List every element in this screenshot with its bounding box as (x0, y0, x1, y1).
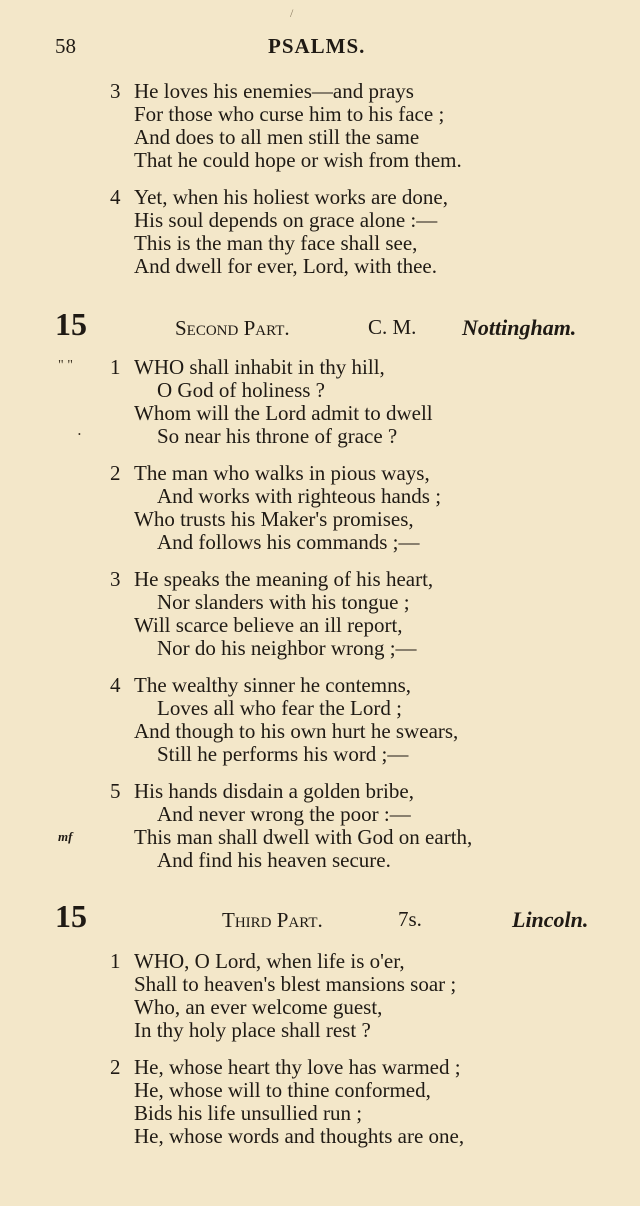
verse-line: Will scarce believe an ill report, (134, 613, 403, 637)
verse-line: Bids his life unsullied run ; (134, 1101, 363, 1125)
tune-name: Lincoln. (512, 907, 589, 932)
verse-line: Who trusts his Maker's promises, (134, 507, 414, 531)
verse-line: Still he performs his word ;— (157, 742, 409, 766)
part-label: Second Part. (175, 316, 290, 340)
stanza-number: 1 (110, 355, 121, 379)
verse-line: WHO shall inhabit in thy hill, (134, 355, 385, 379)
stanza-number: 4 (110, 185, 121, 209)
verse-line: So near his throne of grace ? (157, 424, 398, 448)
verse-line: He, whose words and thoughts are one, (134, 1124, 465, 1148)
tune-name: Nottingham. (462, 315, 577, 340)
part-label: Third Part. (222, 908, 323, 932)
stanza-number: 3 (110, 79, 121, 103)
verse-line: The man who walks in pious ways, (134, 461, 430, 485)
verse-line: And works with righteous hands ; (157, 484, 442, 508)
verse-line: Shall to heaven's blest mansions soar ; (134, 972, 457, 996)
stanza-number: 3 (110, 567, 121, 591)
verse-line: He, whose will to thine conformed, (134, 1078, 431, 1102)
verse-line: Yet, when his holiest works are done, (134, 185, 448, 209)
psalm-number: 15 (55, 306, 87, 342)
verse-line: And does to all men still the same (134, 125, 420, 149)
verse-line: O God of holiness ? (157, 378, 325, 402)
verse-line: For those who curse him to his face ; (134, 102, 445, 126)
meter-label: C. M. (368, 315, 417, 339)
stanza-number: 2 (110, 1055, 121, 1079)
verse-line: And find his heaven secure. (157, 848, 391, 872)
verse-line: WHO, O Lord, when life is o'er, (134, 949, 405, 973)
meter-label: 7s. (398, 907, 422, 931)
verse-line: Who, an ever welcome guest, (134, 995, 383, 1019)
page-number: 58 (55, 34, 76, 58)
verse-line: This is the man thy face shall see, (134, 231, 418, 255)
verse-line: Whom will the Lord admit to dwell (134, 401, 433, 425)
verse-line: He speaks the meaning of his heart, (134, 567, 434, 591)
verse-line: He loves his enemies—and prays (134, 79, 414, 103)
verse-line: Nor slanders with his tongue ; (157, 590, 410, 614)
page-title: PSALMS. (268, 34, 366, 58)
verse-line: Nor do his neighbor wrong ;— (157, 636, 417, 660)
verse-line: The wealthy sinner he contemns, (134, 673, 411, 697)
psalm-number: 15 (55, 898, 87, 934)
dynamic-marking: mf (58, 829, 73, 844)
verse-line: His soul depends on grace alone :— (134, 208, 438, 232)
verse-line: And dwell for ever, Lord, with thee. (134, 254, 437, 278)
verse-line: And never wrong the poor :— (157, 802, 411, 826)
verse-line: He, whose heart thy love has warmed ; (134, 1055, 461, 1079)
verse-line: In thy holy place shall rest ? (134, 1018, 371, 1042)
dot-mark: • (78, 430, 81, 439)
verse-line: And follows his commands ;— (157, 530, 420, 554)
stanza-number: 2 (110, 461, 121, 485)
verse-line: Loves all who fear the Lord ; (157, 696, 402, 720)
stanza-number: 5 (110, 779, 121, 803)
verse-line: That he could hope or wish from them. (134, 148, 462, 172)
verse-line: This man shall dwell with God on earth, (134, 825, 473, 849)
verse-line: His hands disdain a golden bribe, (134, 779, 414, 803)
smudge-mark: / (290, 6, 294, 20)
stanza-number: 4 (110, 673, 121, 697)
stanza-number: 1 (110, 949, 121, 973)
verse-line: And though to his own hurt he swears, (134, 719, 459, 743)
quote-mark: " " (58, 358, 73, 373)
